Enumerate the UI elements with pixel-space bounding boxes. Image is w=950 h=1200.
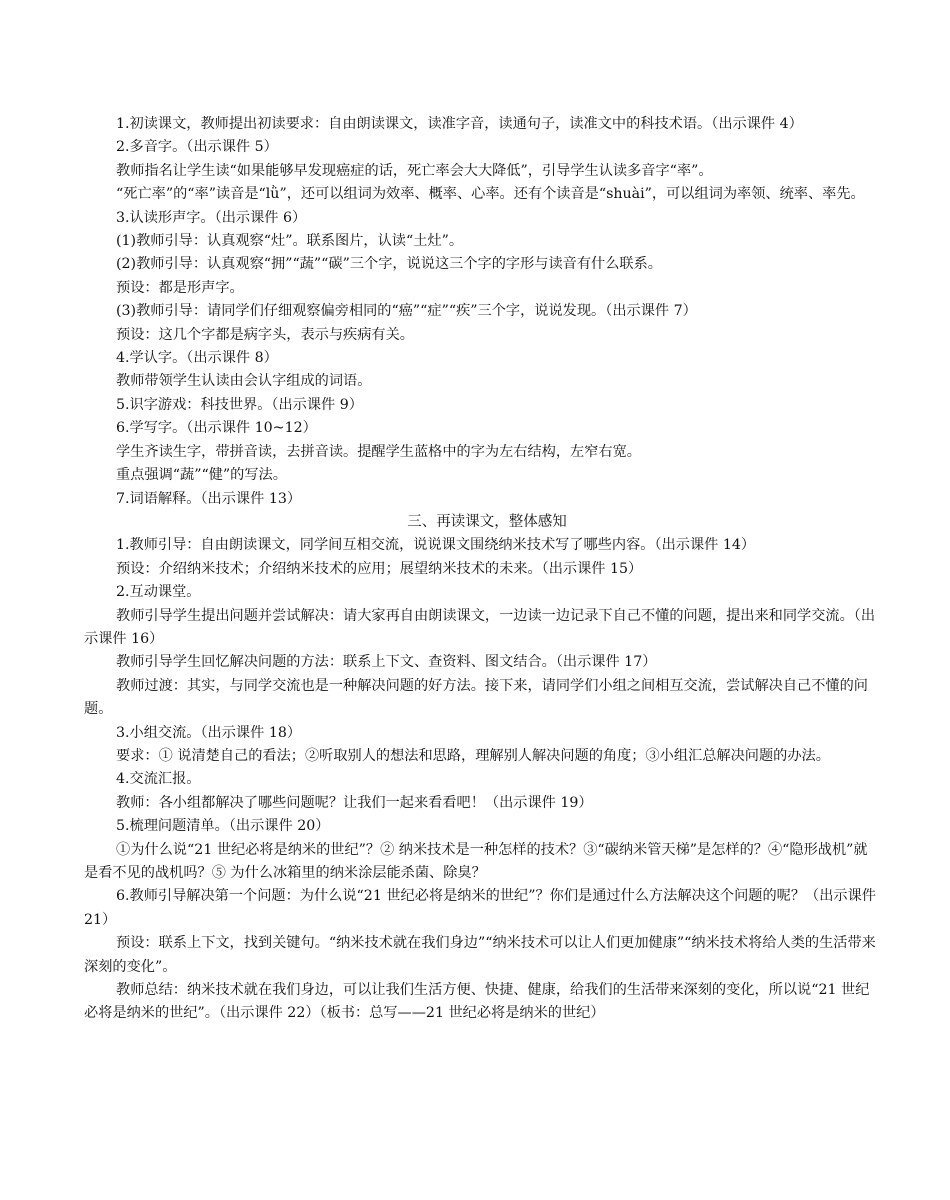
paragraph-word-explain: 7.词语解释。（出示课件 13） — [116, 490, 302, 507]
paragraph-requirements: 要求：① 说清楚自己的看法；②听取别人的想法和思路，理解别人解决问题的角度；③小组汇总解决问题的办法。 — [116, 747, 830, 764]
paragraph-teacher-summary: 教师总结：纳米技术就在我们身边，可以让我们生活方便、快捷、健康，给我们的生活带来深刻的变化，所以说“21 世纪必将是纳米的世纪”。（出示课件 22）（板书：总写——21 世纪必将是纳米的世纪） — [84, 982, 870, 1022]
paragraph-write-chars: 6.学写字。（出示课件 10~12） — [116, 420, 317, 437]
paragraph-question-list: ①为什么说“21 世纪必将是纳米的世纪”？② 纳米技术是一种怎样的技术？③“碳纳米管天梯”是怎样的？④“隐形战机”就是看不见的战机吗？⑤ 为什么冰箱里的纳米涂层能杀菌、除臭？ — [84, 841, 868, 881]
paragraph-first-question: 6.教师引导解决第一个问题：为什么说“21 世纪必将是纳米的世纪”？你们是通过什么方法解决这个问题的呢？（出示课件 21） — [84, 888, 876, 928]
paragraph-transition: 教师过渡：其实，与同学交流也是一种解决问题的好方法。接下来，请同学们小组之间相互交流，尝试解决自己不懂的问题。 — [84, 677, 868, 718]
paragraph-polyphone-explain: “死亡率”的“率”读音是“lǜ”，还可以组词为效率、概率、心率。还有个读音是“shuài”，可以组词为率领、统率、率先。 — [116, 186, 865, 203]
paragraph-reread-guide: 1.教师引导：自由朗读课文，同学间互相交流，说说课文围绕纳米技术写了哪些内容。（出示课件 14） — [116, 537, 756, 554]
paragraph-guide-2: (2)教师引导：认真观察“拥”“蔬”“碳”三个字，说说这三个字的字形与读音有什么联系。 — [116, 256, 662, 273]
paragraph-initial-reading: 1.初读课文，教师提出初读要求：自由朗读课文，读准字音，读通句子，读准文中的科技术语。（出示课件 4） — [116, 116, 803, 132]
paragraph-char-game: 5.识字游戏：科技世界。（出示课件 9） — [116, 396, 363, 413]
paragraph-write-emphasis: 重点强调“蔬”“健”的写法。 — [116, 467, 287, 484]
paragraph-preset-1: 预设：都是形声字。 — [116, 279, 244, 296]
paragraph-report: 4.交流汇报。 — [116, 771, 201, 788]
paragraph-polyphone-guide: 教师指名让学生读“如果能够早发现癌症的话，死亡率会大大降低”，引导学生认读多音字“率”。 — [116, 162, 713, 179]
paragraph-learn-chars: 4.学认字。（出示课件 8） — [116, 350, 278, 367]
paragraph-group-exchange: 3.小组交流。（出示课件 18） — [116, 724, 302, 741]
paragraph-phonetic-chars-title: 3.认读形声字。（出示课件 6） — [116, 209, 307, 226]
paragraph-recall-methods: 教师引导学生回忆解决问题的方法：联系上下文、查资料、图文结合。（出示课件 17） — [116, 654, 657, 671]
section-heading: 三、再读课文，整体感知 — [407, 513, 567, 530]
paragraph-reread-preset: 预设：介绍纳米技术；介绍纳米技术的应用；展望纳米技术的未来。（出示课件 15） — [116, 560, 643, 577]
paragraph-write-guide: 学生齐读生字，带拼音读，去拼音读。提醒学生蓝格中的字为左右结构，左窄右宽。 — [116, 443, 641, 460]
paragraph-guide-3: (3)教师引导：请同学们仔细观察偏旁相同的“癌”“症”“疾”三个字，说说发现。（出示课件 7） — [116, 303, 697, 320]
paragraph-question-list-title: 5.梳理问题清单。（出示课件 20） — [116, 818, 330, 835]
paragraph-ask-questions: 教师引导学生提出问题并尝试解决：请大家再自由朗读课文，一边读一边记录下自己不懂的问题，提出来和同学交流。（出示课件 16） — [84, 607, 876, 647]
paragraph-key-sentences: 预设：联系上下文，找到关键句。“纳米技术就在我们身边”“纳米技术可以让人们更加健康”“纳米技术将给人类的生活带来深刻的变化”。 — [84, 935, 876, 975]
document-page — [84, 113, 880, 1026]
paragraph-teacher-question: 教师：各小组都解决了哪些问题呢？让我们一起来看看吧！（出示课件 19） — [116, 794, 593, 811]
paragraph-polyphone-title: 2.多音字。（出示课件 5） — [116, 139, 278, 156]
paragraph-preset-2: 预设：这几个字都是病字头，表示与疾病有关。 — [116, 326, 414, 343]
paragraph-guide-1: (1)教师引导：认真观察“灶”。联系图片，认读“土灶”。 — [116, 233, 464, 250]
paragraph-interactive-class: 2.互动课堂。 — [116, 584, 201, 601]
paragraph-read-words: 教师带领学生认读由会认字组成的词语。 — [116, 373, 372, 390]
